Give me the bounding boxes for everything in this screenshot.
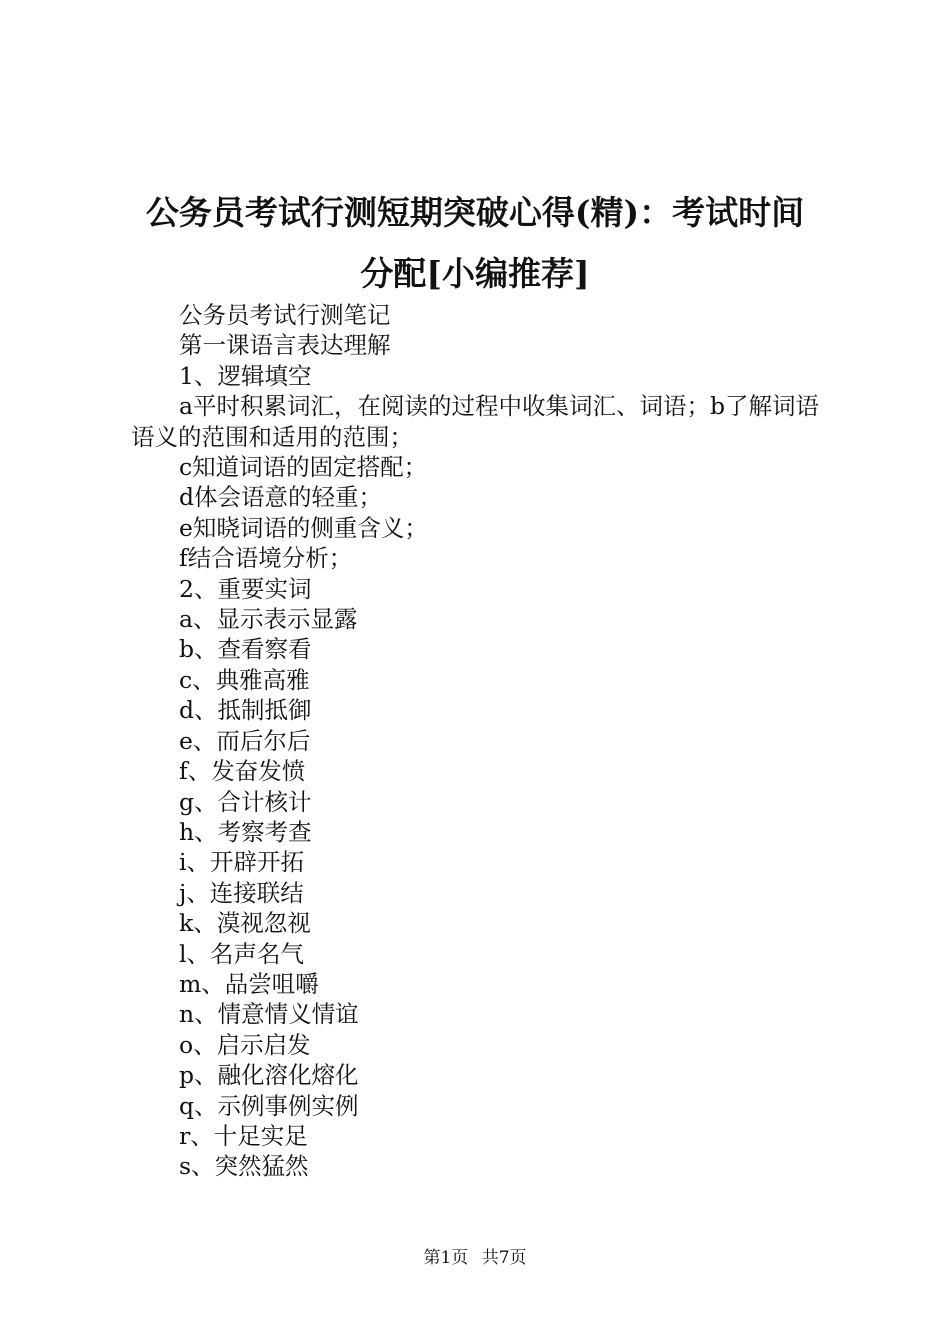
paragraph: 第一课语言表达理解	[179, 331, 391, 360]
paragraph: j、连接联结	[179, 878, 304, 907]
paragraph: f结合语境分析；	[179, 544, 353, 573]
paragraph: o、启示启发	[179, 1030, 311, 1059]
paragraph: 公务员考试行测笔记	[179, 301, 391, 329]
paragraph: g、合计核计	[179, 787, 312, 816]
paragraph: m、品尝咀嚼	[179, 969, 319, 998]
paragraph: d体会语意的轻重；	[179, 483, 383, 512]
paragraph: h、考察考查	[179, 817, 312, 846]
paragraph: a、显示表示显露	[179, 605, 358, 634]
page-number-total: 共7页	[481, 1248, 527, 1268]
paragraph: n、情意情义情谊	[179, 1000, 359, 1029]
paragraph: f、发奋发愤	[179, 757, 306, 786]
paragraph: s、突然猛然	[179, 1152, 309, 1181]
paragraph: b、查看察看	[179, 635, 312, 664]
paragraph: e知晓词语的侧重含义；	[179, 513, 428, 542]
paragraph: d、抵制抵御	[179, 696, 312, 725]
paragraph: r、十足实足	[179, 1121, 308, 1150]
paragraph: e、而后尔后	[179, 726, 311, 755]
title-line-2: 分配[小编推荐]	[360, 254, 590, 293]
paragraph: i、开辟开拓	[179, 848, 305, 877]
page-number-current: 第1页	[423, 1248, 469, 1268]
document-body	[131, 300, 831, 1182]
paragraph: a平时积累词汇，在阅读的过程中收集词汇、词语；b了解词语语义的范围和适用的范围；	[131, 392, 820, 451]
paragraph: 2、重要实词	[179, 574, 312, 603]
title-line-1: 公务员考试行测短期突破心得(精)：考试时间	[145, 193, 805, 232]
page-footer	[0, 1243, 950, 1268]
paragraph: p、融化溶化熔化	[179, 1061, 359, 1090]
document-title	[110, 182, 840, 304]
paragraph: k、漠视忽视	[179, 909, 311, 938]
paragraph: 1、逻辑填空	[179, 361, 312, 390]
paragraph: q、示例事例实例	[179, 1091, 359, 1120]
paragraph: l、名声名气	[179, 939, 305, 968]
paragraph: c、典雅高雅	[179, 665, 310, 694]
paragraph: c知道词语的固定搭配；	[179, 453, 428, 482]
